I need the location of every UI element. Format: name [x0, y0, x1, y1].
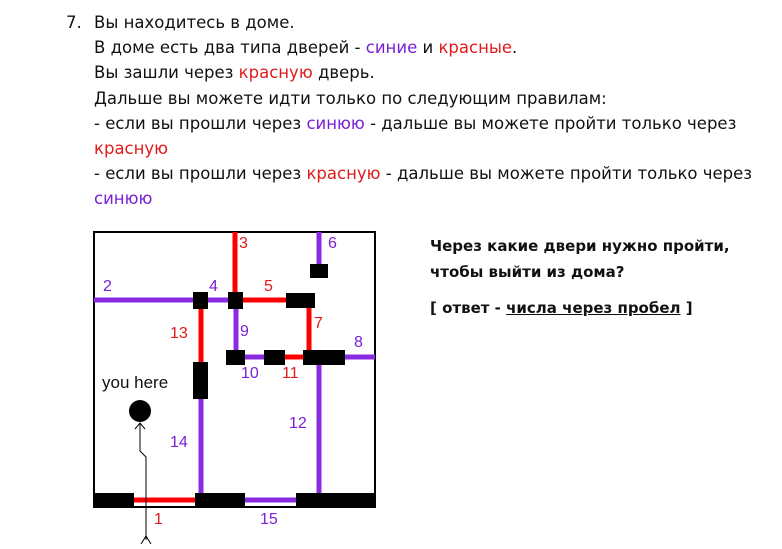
you-here-dot [129, 400, 151, 422]
door-label-1: 1 [154, 511, 163, 528]
answer-format-link: числа через пробел [506, 299, 681, 317]
word-red-entered: красную [238, 63, 313, 83]
door-label-14: 14 [170, 434, 188, 451]
wall-block [264, 350, 285, 365]
door-label-3: 3 [239, 235, 248, 252]
word-blue: синие [365, 38, 418, 58]
door-label-15: 15 [260, 511, 278, 528]
door-label-5: 5 [264, 278, 273, 295]
door-label-11: 11 [282, 365, 299, 382]
door-label-10: 10 [241, 365, 259, 382]
entry-path [140, 423, 146, 540]
question [430, 233, 760, 285]
word-red: красные [438, 38, 513, 58]
door-label-13: 13 [170, 325, 188, 342]
question-line-1: Через какие двери нужно пройти, [430, 237, 730, 255]
task-line-4: Дальше вы можете идти только по следующим правилам: [94, 88, 607, 108]
task-line-2: В доме есть два типа дверей - синие и красные. [94, 38, 518, 58]
question-line-2: чтобы выйти из дома? [430, 263, 625, 281]
wall-block [94, 493, 134, 508]
task-line-1: Вы находитесь в доме. [94, 13, 295, 32]
rule-2-target: синюю [94, 189, 153, 209]
wall-block [226, 350, 245, 365]
wall-block [310, 264, 328, 278]
task-line-3: Вы зашли через красную дверь. [94, 63, 375, 83]
wall-block [286, 293, 315, 308]
wall-block [195, 493, 245, 508]
door-label-6: 6 [328, 235, 337, 252]
doors [94, 232, 375, 500]
rule-1-target: красную [94, 139, 169, 159]
door-label-7: 7 [314, 315, 323, 332]
door-label-12: 12 [289, 415, 307, 432]
rule-2: - если вы прошли через красную - дальше вы можете пройти только через [94, 164, 753, 184]
wall-block [193, 292, 208, 309]
answer-format-hint: [ ответ - числа через пробел ] [430, 299, 693, 317]
task-number: 7. [66, 13, 82, 32]
rule-1: - если вы прошли через синюю - дальше вы можете пройти только через [94, 113, 737, 133]
door-label-2: 2 [103, 278, 112, 295]
wall-block [303, 350, 345, 365]
door-label-8: 8 [354, 334, 363, 351]
wall-block [296, 493, 376, 508]
wall-block [193, 362, 208, 399]
door-label-9: 9 [240, 323, 249, 340]
wall-block [228, 292, 243, 309]
door-label-4: 4 [209, 278, 218, 295]
you-here-label: you here [102, 373, 169, 392]
